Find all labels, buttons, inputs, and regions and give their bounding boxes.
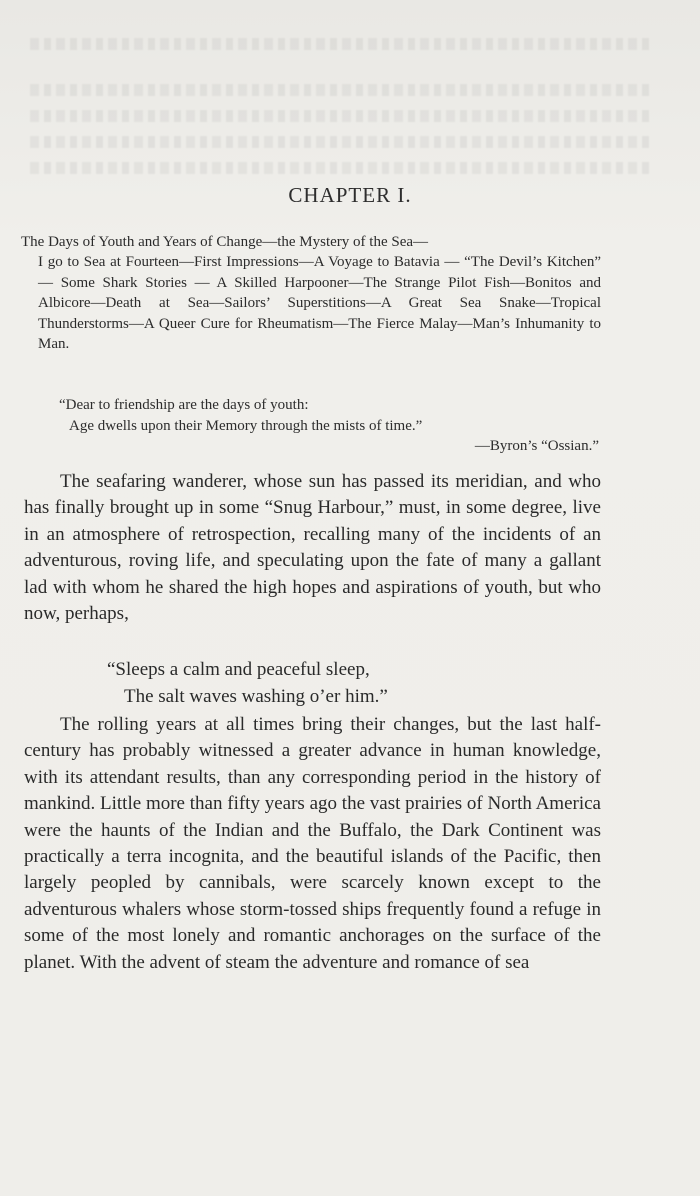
synopsis-continuation: I go to Sea at Fourteen—First Impressions—A Voyage to Batavia — “The Devil’s Kitchen” — Some Shark Stories — A Skilled Harpooner—The Strange Pilot Fish—Bonitos and Albicore—Death at Sea—Sailors’ Superstitions—A Great Sea Snake—Tropical Thunderstorms—A Queer Cure for Rheumatism—The Fierce Malay—Man’s Inhumanity to Man. — [38, 254, 601, 353]
chapter-title: CHAPTER I. — [288, 183, 412, 207]
epigraph — [59, 395, 599, 457]
chapter-synopsis — [21, 232, 601, 354]
paragraph-1: The seafaring wanderer, whose sun has passed its meridian, and who has finally brought up in some “Snug Harbour,” must, in some degree, live in an atmosphere of retrospection, recalling many of the incidents of an adventurous, roving life, and speculating upon the fate of many a gallant lad with whom he shared the high hopes and aspirations of youth, but who now, perhaps, — [24, 471, 601, 625]
verse-line-1: “Sleeps a calm and peaceful sleep, — [107, 659, 370, 680]
verse-quote — [107, 657, 388, 710]
verse-line-2: The salt waves washing o’er him.” — [124, 685, 388, 707]
epigraph-attribution: —Byron’s “Ossian.” — [474, 438, 599, 454]
show-through-bleed — [0, 0, 700, 190]
epigraph-line-2: Age dwells upon their Memory through the mists of time.” — [69, 417, 423, 434]
synopsis-first-line: The Days of Youth and Years of Change—the Mystery of the Sea— — [21, 234, 429, 250]
paragraph-2: The rolling years at all times bring their changes, but the last half-century has probably witnessed a greater advance in human knowledge, with its attendant results, than any corresponding period in the history of mankind. Little more than fifty years ago the vast prairies of North America were the haunts of the Indian and the Buffalo, the Dark Continent was practically a terra incognita, and the beautiful islands of the Pacific, then largely peopled by cannibals, were scarcely known except to the adventurous whalers whose storm-tossed ships frequently found a refuge in some of the most lonely and romantic anchorages on the surface of the planet. With the advent of steam the adventure and romance of sea — [24, 714, 601, 973]
epigraph-line-1: “Dear to friendship are the days of youth: — [59, 397, 309, 413]
